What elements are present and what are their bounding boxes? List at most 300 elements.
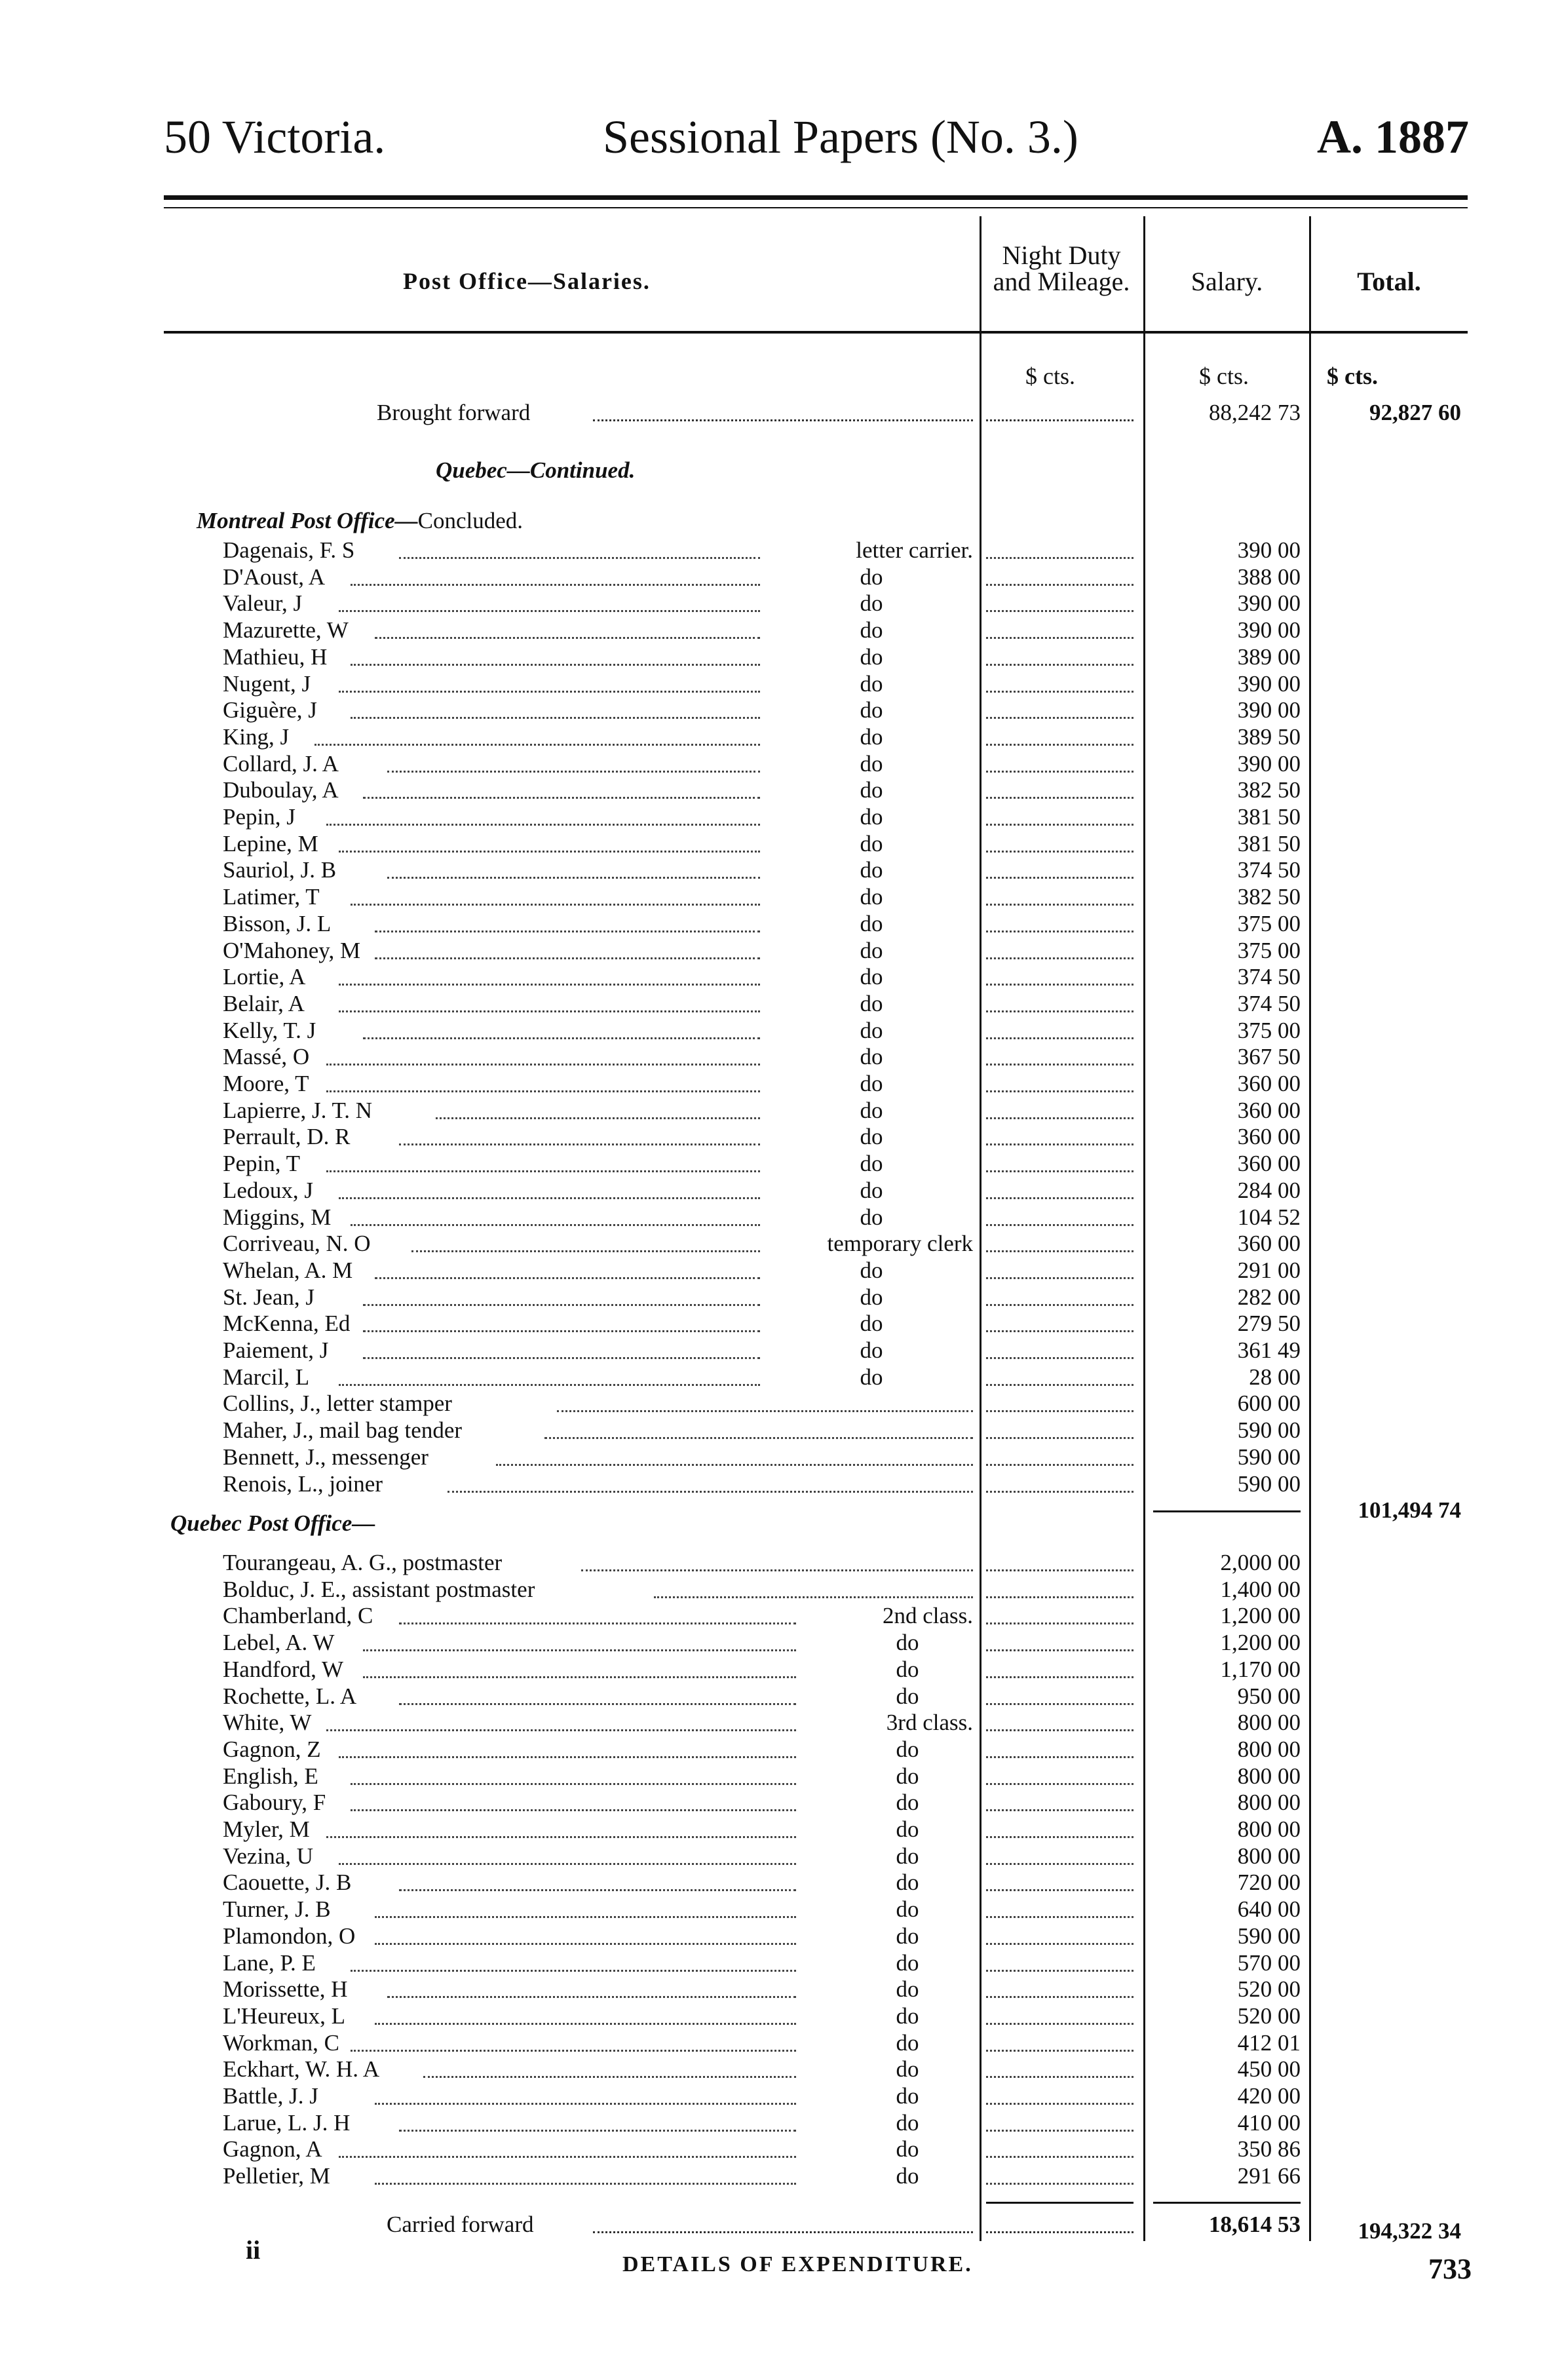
employee-name: Latimer, T <box>223 884 320 910</box>
position-description: do <box>860 643 883 670</box>
employee-name: L'Heureux, L <box>223 2003 346 2029</box>
table-row <box>0 1976 1562 2003</box>
table-row <box>0 1763 1562 1790</box>
night-duty-leader <box>986 984 1133 986</box>
table-row <box>0 1950 1562 1977</box>
night-duty-leader <box>986 1410 1133 1412</box>
table-row <box>0 1630 1562 1657</box>
employee-name: White, W <box>223 1710 312 1736</box>
dot-leader <box>363 1304 761 1306</box>
night-duty-leader <box>986 1863 1133 1865</box>
table-row <box>0 751 1562 778</box>
night-duty-leader <box>986 1783 1133 1785</box>
dot-leader <box>339 851 761 853</box>
employee-name: Collins, J., letter stamper <box>223 1391 452 1417</box>
table-row <box>0 2136 1562 2163</box>
salary-value: 720 00 <box>1237 1870 1301 1896</box>
table-row <box>0 831 1562 858</box>
salary-value: 1,170 00 <box>1220 1656 1301 1682</box>
dot-leader <box>375 957 760 959</box>
table-row <box>0 1657 1562 1683</box>
dot-leader <box>399 557 760 559</box>
employee-name: Vezina, U <box>223 1843 314 1869</box>
dot-leader <box>448 1491 973 1493</box>
salary-value: 600 00 <box>1237 1391 1301 1417</box>
salary-value: 388 00 <box>1237 564 1301 590</box>
position-description: do <box>860 1017 883 1043</box>
salary-value: 381 50 <box>1237 804 1301 830</box>
table-row <box>0 804 1562 831</box>
dot-leader <box>351 2050 796 2052</box>
position-description: do <box>896 2136 919 2162</box>
salary-value: 390 00 <box>1237 537 1301 563</box>
dot-leader <box>339 610 761 612</box>
table-row <box>0 1843 1562 1870</box>
night-duty-leader <box>986 1384 1133 1386</box>
employee-name: Corriveau, N. O <box>223 1231 371 1257</box>
dot-leader <box>496 1464 973 1466</box>
position-description: do <box>896 1763 919 1789</box>
employee-name: Whelan, A. M <box>223 1257 353 1283</box>
employee-name: Giguère, J <box>223 697 317 723</box>
table-row <box>0 1018 1562 1045</box>
employee-name: Chamberland, C <box>223 1603 373 1629</box>
employee-name: Lortie, A <box>223 964 306 990</box>
night-duty-leader <box>986 1916 1133 1918</box>
position-description: 2nd class. <box>882 1603 973 1629</box>
employee-name: Battle, J. J <box>223 2083 318 2109</box>
position-description: do <box>860 777 883 803</box>
brought-forward-total: 92,827 60 <box>1369 400 1461 425</box>
night-duty-leader <box>986 1569 1133 1571</box>
salary-value: 389 50 <box>1237 723 1301 750</box>
night-duty-leader <box>986 1064 1133 1065</box>
position-description: do <box>860 1177 883 1203</box>
table-row <box>0 1710 1562 1737</box>
header-year: A. 1887 <box>1317 111 1469 163</box>
night-duty-leader <box>986 1090 1133 1092</box>
employee-name: Eckhart, W. H. A <box>223 2056 380 2082</box>
salary-value: 367 50 <box>1237 1044 1301 1070</box>
table-row <box>0 2083 1562 2110</box>
carried-forward-leader <box>593 2231 973 2233</box>
employee-name: Mathieu, H <box>223 643 328 670</box>
salary-value: 279 50 <box>1237 1311 1301 1337</box>
night-duty-leader <box>986 717 1133 719</box>
dot-leader <box>363 1676 797 1678</box>
night-duty-leader <box>986 1970 1133 1972</box>
employee-name: Valeur, J <box>223 590 303 617</box>
salary-value: 360 00 <box>1237 1071 1301 1096</box>
position-description: do <box>896 1816 919 1842</box>
dot-leader <box>326 1729 796 1731</box>
dot-leader <box>375 2103 796 2105</box>
table-row <box>0 1816 1562 1843</box>
dot-leader <box>363 1037 761 1039</box>
night-duty-leader <box>986 1357 1133 1359</box>
table-row <box>0 590 1562 617</box>
unit-night: $ cts. <box>1025 363 1075 389</box>
employee-name: St. Jean, J <box>223 1284 314 1310</box>
position-description: do <box>896 1790 919 1816</box>
table-row <box>0 537 1562 564</box>
header-session: 50 Victoria. <box>164 111 386 163</box>
montreal-total: 101,494 74 <box>1358 1497 1461 1523</box>
col-salary-heading: Salary. <box>1191 267 1263 296</box>
position-description: temporary clerk <box>827 1231 973 1257</box>
position-description: do <box>896 2029 919 2056</box>
night-duty-leader <box>986 2050 1133 2052</box>
night-duty-leader <box>986 957 1133 959</box>
position-description: do <box>860 564 883 590</box>
employee-name: Workman, C <box>223 2029 339 2056</box>
salary-value: 381 50 <box>1237 830 1301 856</box>
salary-value: 640 00 <box>1237 1896 1301 1923</box>
salary-value: 104 52 <box>1237 1204 1301 1230</box>
table-row <box>0 1231 1562 1257</box>
employee-name: Maher, J., mail bag tender <box>223 1417 463 1444</box>
position-description: do <box>860 1204 883 1230</box>
position-description: do <box>896 2003 919 2029</box>
dot-leader <box>375 2023 796 2025</box>
night-duty-leader <box>986 877 1133 879</box>
employee-name: Rochette, L. A <box>223 1683 357 1709</box>
table-row <box>0 2110 1562 2137</box>
employee-name: Bennett, J., messenger <box>223 1444 429 1470</box>
unit-salary: $ cts. <box>1199 363 1249 389</box>
table-row <box>0 564 1562 591</box>
table-row <box>0 617 1562 644</box>
night-duty-leader <box>986 744 1133 746</box>
night-duty-leader <box>986 2156 1133 2158</box>
dot-leader <box>363 797 761 799</box>
dot-leader <box>339 984 761 986</box>
position-description: do <box>896 1683 919 1709</box>
position-description: do <box>896 1736 919 1762</box>
night-duty-leader <box>986 637 1133 639</box>
dot-leader <box>339 2156 797 2158</box>
dot-leader <box>557 1410 974 1412</box>
footer-center: DETAILS OF EXPENDITURE. <box>622 2252 973 2276</box>
night-duty-leader <box>986 1437 1133 1439</box>
carried-forward-salary: 18,614 53 <box>1209 2212 1301 2237</box>
dot-leader <box>375 1277 760 1279</box>
dot-leader <box>387 771 761 773</box>
table-row <box>0 697 1562 724</box>
dot-leader <box>339 691 761 693</box>
dot-leader <box>363 1357 761 1359</box>
dot-leader <box>351 584 760 586</box>
employee-name: Tourangeau, A. G., postmaster <box>223 1550 503 1575</box>
night-duty-leader <box>986 1277 1133 1279</box>
dot-leader <box>339 1863 797 1865</box>
salary-value: 390 00 <box>1237 617 1301 643</box>
night-duty-leader <box>986 1037 1133 1039</box>
salary-value: 360 00 <box>1237 1124 1301 1150</box>
employee-name: Pepin, T <box>223 1151 300 1177</box>
salary-value: 374 50 <box>1237 990 1301 1016</box>
salary-value: 1,200 00 <box>1220 1630 1301 1656</box>
salary-value: 420 00 <box>1237 2083 1301 2109</box>
table-row <box>0 1923 1562 1950</box>
montreal-heading-suffix: Concluded. <box>417 508 524 533</box>
employee-name: Collard, J. A <box>223 750 339 777</box>
night-duty-leader <box>986 1330 1133 1332</box>
position-description: do <box>860 1257 883 1283</box>
employee-name: King, J <box>223 723 290 750</box>
col-total-heading: Total. <box>1357 267 1421 296</box>
table-row <box>0 1471 1562 1498</box>
table-row <box>0 1364 1562 1391</box>
position-description: do <box>896 1923 919 1949</box>
table-row <box>0 964 1562 991</box>
table-row <box>0 1603 1562 1630</box>
table-row <box>0 857 1562 884</box>
position-description: do <box>896 2109 919 2136</box>
dot-leader <box>351 1783 796 1785</box>
night-duty-leader <box>986 664 1133 666</box>
position-description: do <box>896 1949 919 1976</box>
employee-name: Turner, J. B <box>223 1896 331 1923</box>
salary-value: 590 00 <box>1237 1417 1301 1444</box>
salary-value: 412 01 <box>1237 2029 1301 2056</box>
position-description: letter carrier. <box>856 537 973 563</box>
salary-value: 410 00 <box>1237 2109 1301 2136</box>
salary-value: 1,200 00 <box>1220 1603 1301 1629</box>
carried-forward-night-leader <box>986 2231 1133 2233</box>
dot-leader <box>351 1809 796 1811</box>
position-description: do <box>896 2083 919 2109</box>
employee-name: Handford, W <box>223 1656 344 1682</box>
salary-value: 350 86 <box>1237 2136 1301 2162</box>
salary-value: 800 00 <box>1237 1710 1301 1736</box>
employee-name: Duboulay, A <box>223 777 339 803</box>
employee-name: Pepin, J <box>223 804 295 830</box>
employee-name: English, E <box>223 1763 318 1789</box>
employee-name: Larue, L. J. H <box>223 2109 351 2136</box>
dot-leader <box>351 717 760 719</box>
employee-name: Perrault, D. R <box>223 1124 351 1150</box>
salary-value: 291 66 <box>1237 2163 1301 2189</box>
position-description: do <box>860 1124 883 1150</box>
brought-forward-label: Brought forward <box>377 400 531 425</box>
employee-name: Ledoux, J <box>223 1177 314 1203</box>
carried-night-rule <box>986 2202 1133 2204</box>
employee-name: Gagnon, A <box>223 2136 322 2162</box>
salary-value: 590 00 <box>1237 1470 1301 1497</box>
night-duty-leader <box>986 557 1133 559</box>
night-duty-leader <box>986 1224 1133 1226</box>
salary-value: 375 00 <box>1237 910 1301 936</box>
night-duty-leader <box>986 797 1133 799</box>
montreal-heading-text: Montreal Post Office— <box>197 508 418 533</box>
table-row <box>0 884 1562 911</box>
table-row <box>0 1071 1562 1098</box>
table-row <box>0 1337 1562 1364</box>
position-description: do <box>860 670 883 697</box>
employee-name: Bisson, J. L <box>223 910 332 936</box>
dot-leader <box>375 931 760 932</box>
salary-value: 570 00 <box>1237 1949 1301 1976</box>
employee-name: Massé, O <box>223 1044 310 1070</box>
salary-value: 390 00 <box>1237 670 1301 697</box>
night-duty-leader <box>986 1996 1133 1998</box>
table-row <box>0 1284 1562 1311</box>
footer-left: ii <box>246 2235 261 2265</box>
employee-name: Gaboury, F <box>223 1790 326 1816</box>
salary-value: 291 00 <box>1237 1257 1301 1283</box>
salary-value: 800 00 <box>1237 1790 1301 1816</box>
dot-leader <box>326 1836 796 1838</box>
salary-value: 800 00 <box>1237 1736 1301 1762</box>
salary-value: 375 00 <box>1237 937 1301 963</box>
salary-value: 374 50 <box>1237 964 1301 990</box>
salary-value: 590 00 <box>1237 1444 1301 1470</box>
position-description: do <box>896 1896 919 1923</box>
night-duty-leader <box>986 1596 1133 1598</box>
dot-leader <box>351 1224 760 1226</box>
night-duty-leader <box>986 2183 1133 2185</box>
position-description: do <box>896 2056 919 2082</box>
night-duty-leader <box>986 2103 1133 2105</box>
salary-value: 520 00 <box>1237 2003 1301 2029</box>
dot-leader <box>326 824 760 826</box>
dot-leader <box>326 1064 760 1065</box>
table-row <box>0 1257 1562 1284</box>
table-row <box>0 2030 1562 2057</box>
salary-value: 282 00 <box>1237 1284 1301 1310</box>
table-row <box>0 1098 1562 1124</box>
night-duty-leader <box>986 904 1133 906</box>
salary-value: 450 00 <box>1237 2056 1301 2082</box>
salary-value: 950 00 <box>1237 1683 1301 1709</box>
night-duty-leader <box>986 1304 1133 1306</box>
table-row <box>0 1444 1562 1471</box>
table-row <box>0 1870 1562 1896</box>
night-duty-leader <box>986 1250 1133 1252</box>
employee-name: Morissette, H <box>223 1976 348 2003</box>
employee-name: Lapierre, J. T. N <box>223 1097 373 1123</box>
position-description: do <box>860 910 883 936</box>
position-description: do <box>860 1097 883 1123</box>
dot-leader <box>399 1622 796 1624</box>
night-duty-leader <box>986 1010 1133 1012</box>
carried-forward-label: Carried forward <box>387 2212 534 2237</box>
night-duty-leader <box>986 1729 1133 1731</box>
night-duty-leader <box>986 584 1133 586</box>
night-duty-leader <box>986 1117 1133 1119</box>
table-row <box>0 991 1562 1018</box>
position-description: do <box>860 1044 883 1070</box>
position-description: do <box>896 1656 919 1682</box>
dot-leader <box>339 1197 761 1199</box>
salary-value: 2,000 00 <box>1220 1550 1301 1575</box>
night-duty-leader <box>986 1170 1133 1172</box>
employee-name: Lane, P. E <box>223 1949 316 1976</box>
position-description: do <box>860 750 883 777</box>
night-duty-leader <box>986 2130 1133 2132</box>
position-description: do <box>860 830 883 856</box>
night-duty-leader <box>986 610 1133 612</box>
employee-name: McKenna, Ed <box>223 1311 351 1337</box>
section-title: Post Office—Salaries. <box>403 268 651 294</box>
col-night-duty-heading: Night Duty and Mileage. <box>993 240 1130 296</box>
employee-name: Gagnon, Z <box>223 1736 321 1762</box>
salary-value: 520 00 <box>1237 1976 1301 2003</box>
salary-value: 382 50 <box>1237 884 1301 910</box>
salary-value: 374 50 <box>1237 857 1301 883</box>
header-title: Sessional Papers (No. 3.) <box>603 111 1078 163</box>
employee-name: Myler, M <box>223 1816 310 1842</box>
table-row <box>0 1550 1562 1577</box>
table-row <box>0 1683 1562 1710</box>
employee-name: Plamondon, O <box>223 1923 356 1949</box>
dot-leader <box>339 1756 797 1758</box>
carried-salary-rule <box>1153 2202 1301 2204</box>
dot-leader <box>375 637 760 639</box>
position-description: do <box>860 1151 883 1177</box>
unit-total: $ cts. <box>1327 363 1378 389</box>
table-row <box>0 1178 1562 1204</box>
table-row <box>0 1044 1562 1071</box>
dot-leader <box>339 1010 761 1012</box>
employee-name: Nugent, J <box>223 670 311 697</box>
night-duty-leader <box>986 1889 1133 1891</box>
position-description: do <box>860 990 883 1016</box>
employee-name: Marcil, L <box>223 1364 310 1390</box>
table-row <box>0 777 1562 804</box>
employee-name: Lebel, A. W <box>223 1630 335 1656</box>
dot-leader <box>399 1143 760 1145</box>
salary-value: 389 00 <box>1237 643 1301 670</box>
table-row <box>0 1124 1562 1151</box>
salary-value: 375 00 <box>1237 1017 1301 1043</box>
employee-name: Sauriol, J. B <box>223 857 337 883</box>
dot-leader <box>351 1970 796 1972</box>
table-row <box>0 2163 1562 2190</box>
employee-name: Caouette, J. B <box>223 1870 352 1896</box>
salary-value: 1,400 00 <box>1220 1576 1301 1602</box>
dot-leader <box>351 664 760 666</box>
night-duty-leader <box>986 1197 1133 1199</box>
night-duty-leader <box>986 2076 1133 2078</box>
employee-name: Bolduc, J. E., assistant postmaster <box>223 1576 535 1602</box>
employee-name: Renois, L., joiner <box>223 1470 383 1497</box>
employee-name: Belair, A <box>223 990 305 1016</box>
employee-name: Miggins, M <box>223 1204 332 1230</box>
table-row <box>0 1311 1562 1337</box>
night-duty-leader <box>986 851 1133 853</box>
table-row <box>0 1417 1562 1444</box>
employee-name: Lepine, M <box>223 830 318 856</box>
position-description: do <box>860 884 883 910</box>
salary-value: 390 00 <box>1237 697 1301 723</box>
dot-leader <box>351 904 760 906</box>
employee-name: Kelly, T. J <box>223 1017 316 1043</box>
night-duty-leader <box>986 771 1133 773</box>
salary-value: 800 00 <box>1237 1763 1301 1789</box>
table-row <box>0 1204 1562 1231</box>
employee-name: Paiement, J <box>223 1337 329 1363</box>
table-row <box>0 1790 1562 1816</box>
night-duty-leader <box>986 1649 1133 1651</box>
night-duty-leader <box>986 824 1133 826</box>
position-description: do <box>860 964 883 990</box>
salary-value: 361 49 <box>1237 1337 1301 1363</box>
position-description: do <box>860 937 883 963</box>
carried-forward-total: 194,322 34 <box>1358 2218 1461 2244</box>
employee-name: O'Mahoney, M <box>223 937 361 963</box>
